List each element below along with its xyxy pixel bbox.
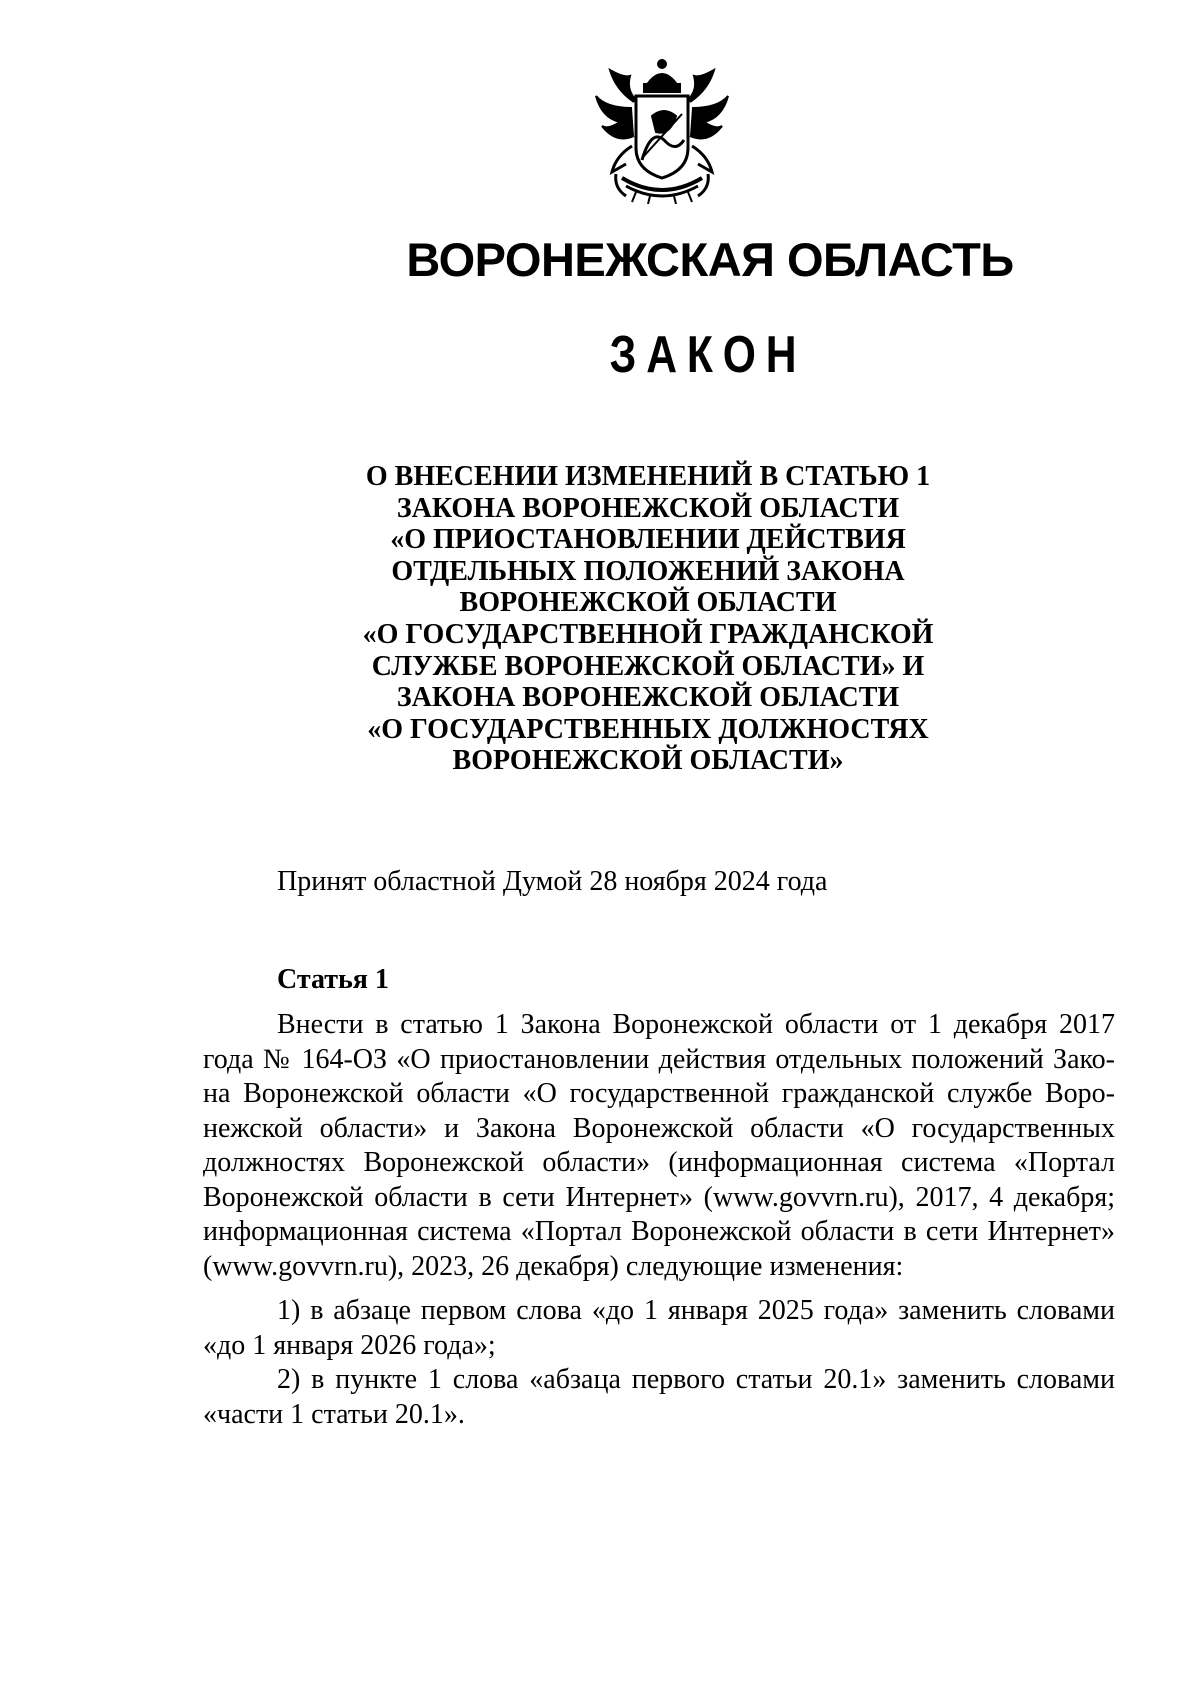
voronezh-coat-of-arms-icon	[586, 56, 738, 204]
law-title-line: ЗАКОНА ВОРОНЕЖСКОЙ ОБЛАСТИ	[396, 682, 900, 714]
law-title-line: «О ПРИОСТАНОВЛЕНИИ ДЕЙСТВИЯ	[390, 524, 906, 556]
region-title: ВОРОНЕЖСКАЯ ОБЛАСТЬ	[406, 233, 1014, 286]
paragraph-line: информационная система «Портал Воронежской области в сети Интернет»	[203, 1216, 1115, 1247]
law-title-line: СЛУЖБЕ ВОРОНЕЖСКОЙ ОБЛАСТИ» И	[371, 650, 925, 682]
paragraph-line: Внести в статью 1 Закона Воронежской области от 1 декабря 2017	[277, 1009, 1115, 1040]
document-type: ЗАКОН	[609, 326, 807, 384]
paragraph-line: на Воронежской области «О государственной гражданской службе Воро-	[203, 1078, 1115, 1109]
law-title-line: ОТДЕЛЬНЫХ ПОЛОЖЕНИЙ ЗАКОНА	[391, 555, 905, 587]
law-title-line: ВОРОНЕЖСКОЙ ОБЛАСТИ»	[452, 745, 844, 777]
amendment-item-2	[203, 1363, 1115, 1432]
item-line: 2) в пункте 1 слова «абзаца первого статьи 20.1» заменить словами	[277, 1364, 1115, 1395]
amendment-item-1	[203, 1294, 1115, 1363]
law-title-line: О ВНЕСЕНИИ ИЗМЕНЕНИЙ В СТАТЬЮ 1	[365, 461, 931, 492]
paragraph-line: Воронежской области в сети Интернет» (www.govvrn.ru), 2017, 4 декабря;	[203, 1181, 1115, 1213]
law-title	[344, 461, 952, 777]
article-paragraph	[203, 1008, 1115, 1284]
item-line: 1) в абзаце первом слова «до 1 января 2025 года» заменить словами	[277, 1295, 1115, 1326]
article-heading: Статья 1	[277, 964, 389, 995]
law-title-line: «О ГОСУДАРСТВЕННЫХ ДОЛЖНОСТЯХ	[367, 713, 929, 745]
paragraph-line: должностях Воронежской области» (информационная система «Портал	[203, 1147, 1115, 1178]
paragraph-line: нежской области» и Закона Воронежской области «О государственных	[203, 1112, 1115, 1144]
item-line: «до 1 января 2026 года»;	[203, 1329, 496, 1361]
paragraph-line: (www.govvrn.ru), 2023, 26 декабря) следующие изменения:	[203, 1250, 904, 1282]
law-title-line: «О ГОСУДАРСТВЕННОЙ ГРАЖДАНСКОЙ	[362, 618, 934, 650]
paragraph-line: года № 164-ОЗ «О приостановлении действия отдельных положений Зако-	[203, 1043, 1115, 1075]
law-title-line: ЗАКОНА ВОРОНЕЖСКОЙ ОБЛАСТИ	[396, 492, 900, 524]
item-line: «части 1 статьи 20.1».	[203, 1398, 465, 1430]
law-title-line: ВОРОНЕЖСКОЙ ОБЛАСТИ	[459, 587, 837, 619]
adoption-note: Принят областной Думой 28 ноября 2024 года	[277, 866, 828, 897]
